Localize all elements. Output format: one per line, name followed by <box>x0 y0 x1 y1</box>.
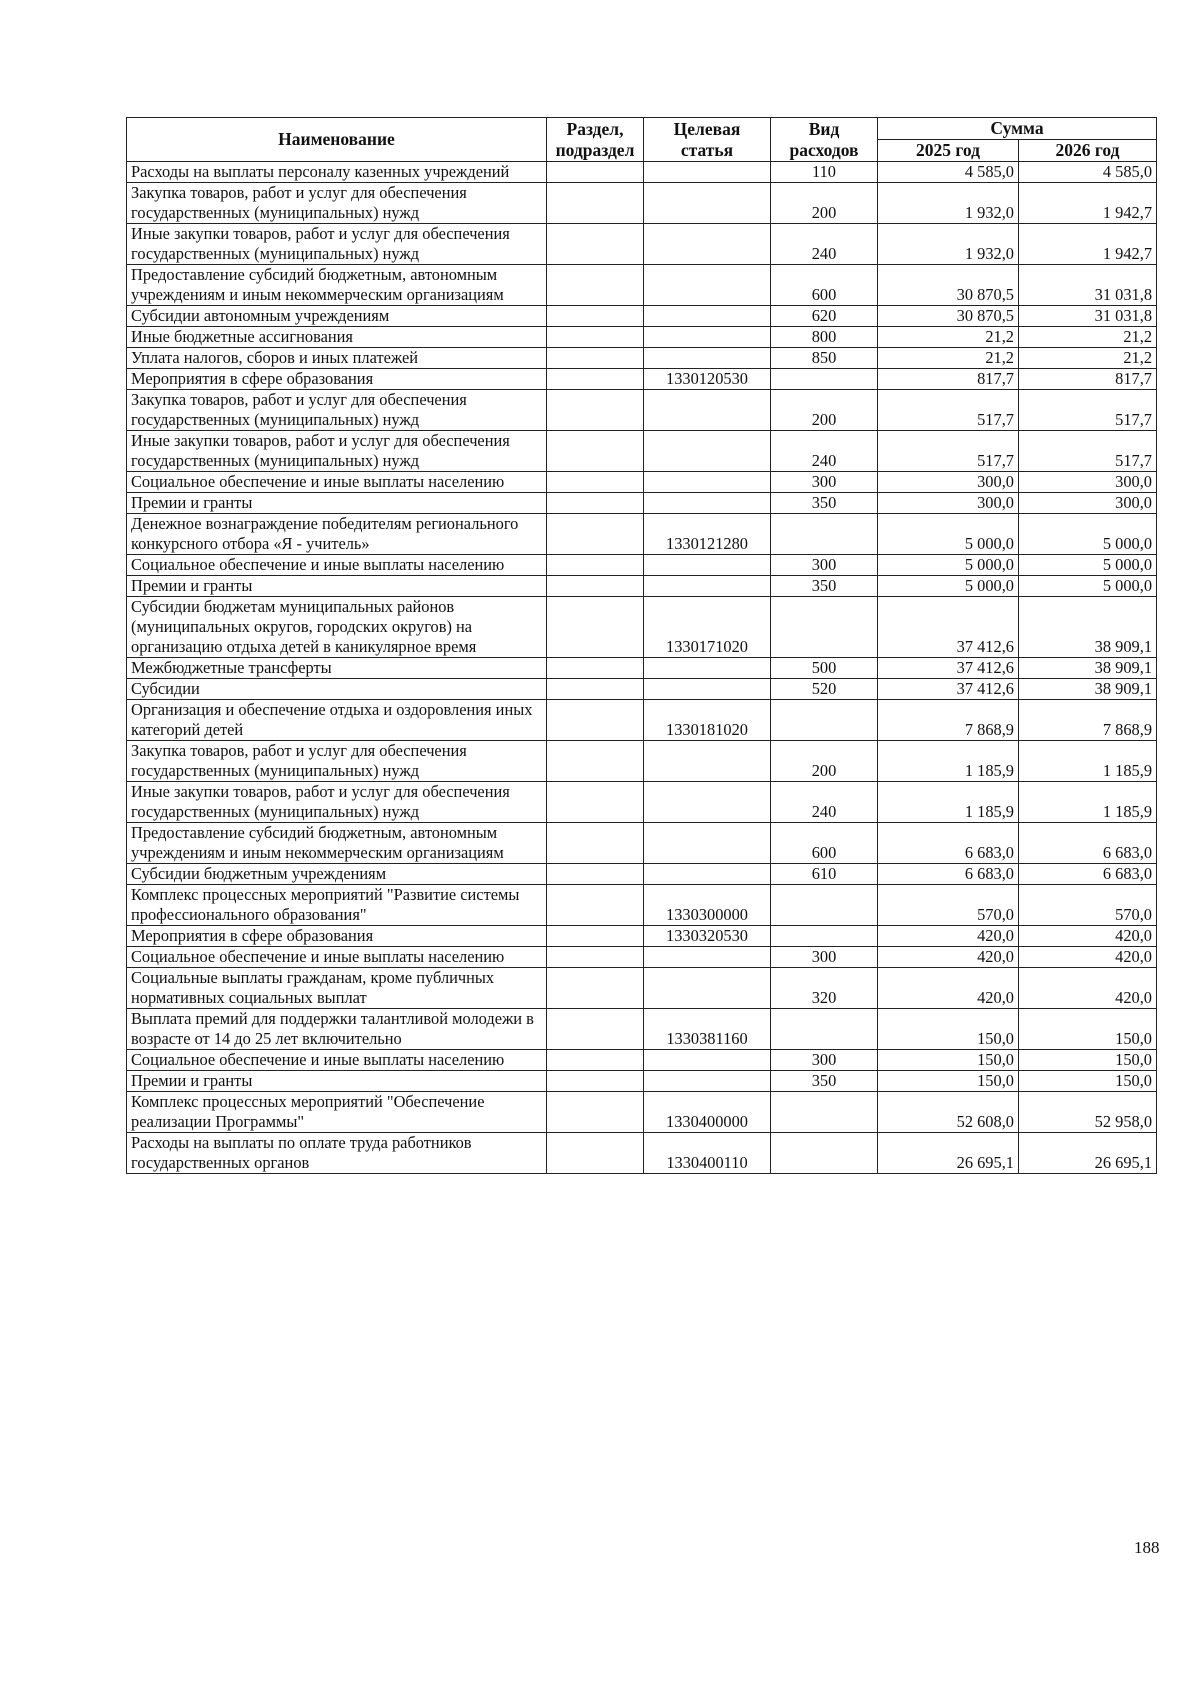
cell-target: 1330300000 <box>644 885 771 926</box>
cell-sum-2026: 420,0 <box>1019 926 1157 947</box>
cell-sum-2025: 21,2 <box>878 348 1019 369</box>
table-row <box>127 823 1157 864</box>
table-row <box>127 1071 1157 1092</box>
cell-section <box>547 493 644 514</box>
table-header <box>127 118 1157 162</box>
header-kind-line1: Вид <box>808 118 840 139</box>
cell-name: Премии и гранты <box>127 576 547 597</box>
table-row <box>127 741 1157 782</box>
table-row <box>127 224 1157 265</box>
cell-sum-2025: 37 412,6 <box>878 597 1019 658</box>
page-number: 188 <box>1134 1538 1160 1557</box>
cell-sum-2025: 6 683,0 <box>878 823 1019 864</box>
cell-kind: 620 <box>771 306 878 327</box>
cell-target <box>644 658 771 679</box>
cell-name: Субсидии автономным учреждениям <box>127 306 547 327</box>
cell-name: Премии и гранты <box>127 493 547 514</box>
cell-name: Закупка товаров, работ и услуг для обеспечения государственных (муниципальных) нужд <box>127 741 547 782</box>
cell-sum-2025: 300,0 <box>878 472 1019 493</box>
cell-target <box>644 782 771 823</box>
cell-section <box>547 782 644 823</box>
cell-kind: 200 <box>771 183 878 224</box>
cell-name: Социальное обеспечение и иные выплаты населению <box>127 1050 547 1071</box>
cell-kind <box>771 369 878 390</box>
cell-sum-2026: 1 185,9 <box>1019 782 1157 823</box>
table-body <box>127 162 1157 1174</box>
cell-target: 1330381160 <box>644 1009 771 1050</box>
cell-section <box>547 472 644 493</box>
table-row <box>127 162 1157 183</box>
cell-target <box>644 1050 771 1071</box>
cell-sum-2026: 1 942,7 <box>1019 183 1157 224</box>
table-row <box>127 968 1157 1009</box>
cell-kind <box>771 885 878 926</box>
cell-target: 1330171020 <box>644 597 771 658</box>
cell-name: Мероприятия в сфере образования <box>127 926 547 947</box>
cell-target <box>644 306 771 327</box>
cell-sum-2026: 7 868,9 <box>1019 700 1157 741</box>
cell-target <box>644 679 771 700</box>
cell-section <box>547 1133 644 1174</box>
cell-sum-2025: 4 585,0 <box>878 162 1019 183</box>
cell-kind: 600 <box>771 265 878 306</box>
cell-target <box>644 823 771 864</box>
table-row <box>127 514 1157 555</box>
table-row <box>127 1092 1157 1133</box>
cell-target <box>644 265 771 306</box>
cell-kind: 320 <box>771 968 878 1009</box>
cell-kind: 350 <box>771 493 878 514</box>
cell-section <box>547 947 644 968</box>
table-row <box>127 576 1157 597</box>
header-sum: Сумма <box>878 118 1157 140</box>
cell-name: Социальное обеспечение и иные выплаты населению <box>127 555 547 576</box>
table-row <box>127 1009 1157 1050</box>
cell-section <box>547 1071 644 1092</box>
table-row <box>127 555 1157 576</box>
header-target <box>644 118 771 162</box>
cell-sum-2026: 150,0 <box>1019 1071 1157 1092</box>
cell-target <box>644 968 771 1009</box>
cell-section <box>547 431 644 472</box>
cell-name: Иные закупки товаров, работ и услуг для обеспечения государственных (муниципальных) нужд <box>127 782 547 823</box>
table-row <box>127 1133 1157 1174</box>
cell-name: Комплекс процессных мероприятий "Обеспечение реализации Программы" <box>127 1092 547 1133</box>
cell-name: Уплата налогов, сборов и иных платежей <box>127 348 547 369</box>
cell-target: 1330400110 <box>644 1133 771 1174</box>
cell-kind: 300 <box>771 947 878 968</box>
cell-sum-2025: 570,0 <box>878 885 1019 926</box>
cell-sum-2025: 26 695,1 <box>878 1133 1019 1174</box>
table-row <box>127 658 1157 679</box>
cell-kind <box>771 514 878 555</box>
table-row <box>127 493 1157 514</box>
header-target-line1: Целевая <box>673 118 741 139</box>
cell-name: Премии и гранты <box>127 1071 547 1092</box>
cell-sum-2025: 150,0 <box>878 1009 1019 1050</box>
cell-sum-2026: 5 000,0 <box>1019 576 1157 597</box>
cell-sum-2025: 300,0 <box>878 493 1019 514</box>
cell-sum-2026: 300,0 <box>1019 493 1157 514</box>
cell-name: Расходы на выплаты персоналу казенных учреждений <box>127 162 547 183</box>
cell-sum-2026: 4 585,0 <box>1019 162 1157 183</box>
cell-sum-2026: 420,0 <box>1019 968 1157 1009</box>
cell-sum-2025: 7 868,9 <box>878 700 1019 741</box>
cell-sum-2025: 37 412,6 <box>878 679 1019 700</box>
cell-sum-2025: 517,7 <box>878 390 1019 431</box>
cell-section <box>547 741 644 782</box>
cell-target <box>644 472 771 493</box>
cell-target <box>644 431 771 472</box>
cell-target <box>644 864 771 885</box>
cell-sum-2026: 150,0 <box>1019 1050 1157 1071</box>
cell-section <box>547 348 644 369</box>
cell-target: 1330120530 <box>644 369 771 390</box>
table-row <box>127 265 1157 306</box>
cell-name: Комплекс процессных мероприятий "Развитие системы профессионального образования" <box>127 885 547 926</box>
cell-kind: 300 <box>771 1050 878 1071</box>
cell-kind <box>771 1009 878 1050</box>
cell-name: Расходы на выплаты по оплате труда работников государственных органов <box>127 1133 547 1174</box>
cell-target <box>644 576 771 597</box>
cell-sum-2026: 38 909,1 <box>1019 597 1157 658</box>
table-row <box>127 369 1157 390</box>
cell-section <box>547 369 644 390</box>
cell-section <box>547 576 644 597</box>
cell-kind: 200 <box>771 741 878 782</box>
cell-sum-2026: 6 683,0 <box>1019 823 1157 864</box>
cell-kind: 520 <box>771 679 878 700</box>
cell-section <box>547 658 644 679</box>
cell-sum-2026: 38 909,1 <box>1019 658 1157 679</box>
cell-name: Субсидии бюджетам муниципальных районов (муниципальных округов, городских округов) на организацию отдыха детей в каникулярное время <box>127 597 547 658</box>
table-row <box>127 864 1157 885</box>
cell-name: Социальное обеспечение и иные выплаты населению <box>127 472 547 493</box>
cell-kind: 240 <box>771 431 878 472</box>
cell-target <box>644 390 771 431</box>
cell-section <box>547 224 644 265</box>
cell-name: Мероприятия в сфере образования <box>127 369 547 390</box>
budget-table <box>126 117 1157 1174</box>
header-kind-line2: расходов <box>789 139 859 160</box>
cell-sum-2026: 517,7 <box>1019 431 1157 472</box>
cell-name: Выплата премий для поддержки талантливой молодежи в возрасте от 14 до 25 лет включительно <box>127 1009 547 1050</box>
cell-name: Иные бюджетные ассигнования <box>127 327 547 348</box>
cell-kind <box>771 1133 878 1174</box>
cell-kind <box>771 597 878 658</box>
cell-section <box>547 327 644 348</box>
cell-name: Иные закупки товаров, работ и услуг для обеспечения государственных (муниципальных) нужд <box>127 431 547 472</box>
cell-sum-2025: 21,2 <box>878 327 1019 348</box>
table-row <box>127 700 1157 741</box>
cell-section <box>547 183 644 224</box>
cell-target <box>644 493 771 514</box>
table-row <box>127 926 1157 947</box>
cell-name: Межбюджетные трансферты <box>127 658 547 679</box>
cell-name: Предоставление субсидий бюджетным, автономным учреждениям и иным некоммерческим организациям <box>127 823 547 864</box>
cell-kind: 110 <box>771 162 878 183</box>
cell-kind: 500 <box>771 658 878 679</box>
header-target-line2: статья <box>680 139 734 160</box>
cell-kind: 350 <box>771 1071 878 1092</box>
cell-section <box>547 162 644 183</box>
cell-kind: 800 <box>771 327 878 348</box>
cell-section <box>547 885 644 926</box>
table-row <box>127 183 1157 224</box>
cell-sum-2025: 420,0 <box>878 947 1019 968</box>
cell-section <box>547 555 644 576</box>
cell-section <box>547 926 644 947</box>
header-section-line1: Раздел, <box>566 118 624 139</box>
cell-kind: 610 <box>771 864 878 885</box>
cell-kind: 240 <box>771 224 878 265</box>
cell-sum-2026: 1 185,9 <box>1019 741 1157 782</box>
cell-target <box>644 947 771 968</box>
cell-name: Денежное вознаграждение победителям регионального конкурсного отбора «Я - учитель» <box>127 514 547 555</box>
cell-kind <box>771 1092 878 1133</box>
cell-section <box>547 265 644 306</box>
cell-name: Иные закупки товаров, работ и услуг для обеспечения государственных (муниципальных) нужд <box>127 224 547 265</box>
cell-kind: 200 <box>771 390 878 431</box>
cell-sum-2026: 31 031,8 <box>1019 306 1157 327</box>
cell-sum-2026: 5 000,0 <box>1019 514 1157 555</box>
cell-section <box>547 597 644 658</box>
cell-sum-2026: 300,0 <box>1019 472 1157 493</box>
cell-section <box>547 1050 644 1071</box>
cell-kind <box>771 926 878 947</box>
cell-sum-2026: 420,0 <box>1019 947 1157 968</box>
cell-kind: 300 <box>771 555 878 576</box>
cell-sum-2026: 6 683,0 <box>1019 864 1157 885</box>
header-year-2026: 2026 год <box>1019 140 1157 162</box>
cell-sum-2026: 817,7 <box>1019 369 1157 390</box>
cell-sum-2025: 1 185,9 <box>878 782 1019 823</box>
cell-target: 1330181020 <box>644 700 771 741</box>
cell-section <box>547 823 644 864</box>
cell-name: Закупка товаров, работ и услуг для обеспечения государственных (муниципальных) нужд <box>127 390 547 431</box>
cell-sum-2025: 6 683,0 <box>878 864 1019 885</box>
cell-section <box>547 1009 644 1050</box>
cell-sum-2025: 817,7 <box>878 369 1019 390</box>
cell-sum-2025: 150,0 <box>878 1071 1019 1092</box>
cell-kind: 350 <box>771 576 878 597</box>
cell-sum-2026: 5 000,0 <box>1019 555 1157 576</box>
cell-target <box>644 555 771 576</box>
cell-target <box>644 224 771 265</box>
cell-name: Организация и обеспечение отдыха и оздоровления иных категорий детей <box>127 700 547 741</box>
header-section-line2: подраздел <box>555 139 635 160</box>
table-row <box>127 348 1157 369</box>
cell-sum-2025: 420,0 <box>878 968 1019 1009</box>
cell-target <box>644 162 771 183</box>
header-section <box>547 118 644 162</box>
header-name: Наименование <box>127 118 547 162</box>
cell-target <box>644 741 771 782</box>
cell-sum-2025: 420,0 <box>878 926 1019 947</box>
cell-target <box>644 183 771 224</box>
cell-target: 1330121280 <box>644 514 771 555</box>
table-row <box>127 782 1157 823</box>
cell-sum-2026: 21,2 <box>1019 327 1157 348</box>
cell-target: 1330400000 <box>644 1092 771 1133</box>
cell-sum-2025: 30 870,5 <box>878 265 1019 306</box>
cell-sum-2026: 26 695,1 <box>1019 1133 1157 1174</box>
cell-sum-2025: 5 000,0 <box>878 514 1019 555</box>
cell-sum-2026: 38 909,1 <box>1019 679 1157 700</box>
cell-sum-2025: 37 412,6 <box>878 658 1019 679</box>
cell-section <box>547 864 644 885</box>
cell-kind: 850 <box>771 348 878 369</box>
cell-name: Субсидии бюджетным учреждениям <box>127 864 547 885</box>
cell-sum-2025: 5 000,0 <box>878 555 1019 576</box>
cell-kind: 600 <box>771 823 878 864</box>
table-row <box>127 597 1157 658</box>
cell-section <box>547 306 644 327</box>
cell-kind: 240 <box>771 782 878 823</box>
cell-sum-2026: 1 942,7 <box>1019 224 1157 265</box>
header-year-2025: 2025 год <box>878 140 1019 162</box>
cell-name: Социальное обеспечение и иные выплаты населению <box>127 947 547 968</box>
cell-sum-2025: 1 932,0 <box>878 224 1019 265</box>
cell-sum-2026: 21,2 <box>1019 348 1157 369</box>
cell-section <box>547 700 644 741</box>
cell-section <box>547 968 644 1009</box>
cell-sum-2026: 52 958,0 <box>1019 1092 1157 1133</box>
table-row <box>127 306 1157 327</box>
cell-sum-2025: 517,7 <box>878 431 1019 472</box>
cell-sum-2025: 52 608,0 <box>878 1092 1019 1133</box>
cell-target <box>644 348 771 369</box>
cell-sum-2026: 150,0 <box>1019 1009 1157 1050</box>
table-row <box>127 390 1157 431</box>
cell-target: 1330320530 <box>644 926 771 947</box>
cell-sum-2026: 517,7 <box>1019 390 1157 431</box>
cell-section <box>547 679 644 700</box>
cell-sum-2025: 5 000,0 <box>878 576 1019 597</box>
cell-section <box>547 514 644 555</box>
table-row <box>127 327 1157 348</box>
cell-section <box>547 390 644 431</box>
cell-name: Социальные выплаты гражданам, кроме публичных нормативных социальных выплат <box>127 968 547 1009</box>
cell-sum-2025: 1 932,0 <box>878 183 1019 224</box>
table-row <box>127 472 1157 493</box>
cell-target <box>644 327 771 348</box>
cell-name: Предоставление субсидий бюджетным, автономным учреждениям и иным некоммерческим организациям <box>127 265 547 306</box>
cell-sum-2025: 1 185,9 <box>878 741 1019 782</box>
cell-kind: 300 <box>771 472 878 493</box>
header-kind <box>771 118 878 162</box>
cell-section <box>547 1092 644 1133</box>
cell-sum-2026: 570,0 <box>1019 885 1157 926</box>
cell-kind <box>771 700 878 741</box>
cell-target <box>644 1071 771 1092</box>
table-row <box>127 679 1157 700</box>
table-row <box>127 885 1157 926</box>
cell-sum-2025: 150,0 <box>878 1050 1019 1071</box>
cell-name: Закупка товаров, работ и услуг для обеспечения государственных (муниципальных) нужд <box>127 183 547 224</box>
table-row <box>127 431 1157 472</box>
cell-sum-2025: 30 870,5 <box>878 306 1019 327</box>
table-row <box>127 947 1157 968</box>
table-row <box>127 1050 1157 1071</box>
cell-sum-2026: 31 031,8 <box>1019 265 1157 306</box>
cell-name: Субсидии <box>127 679 547 700</box>
